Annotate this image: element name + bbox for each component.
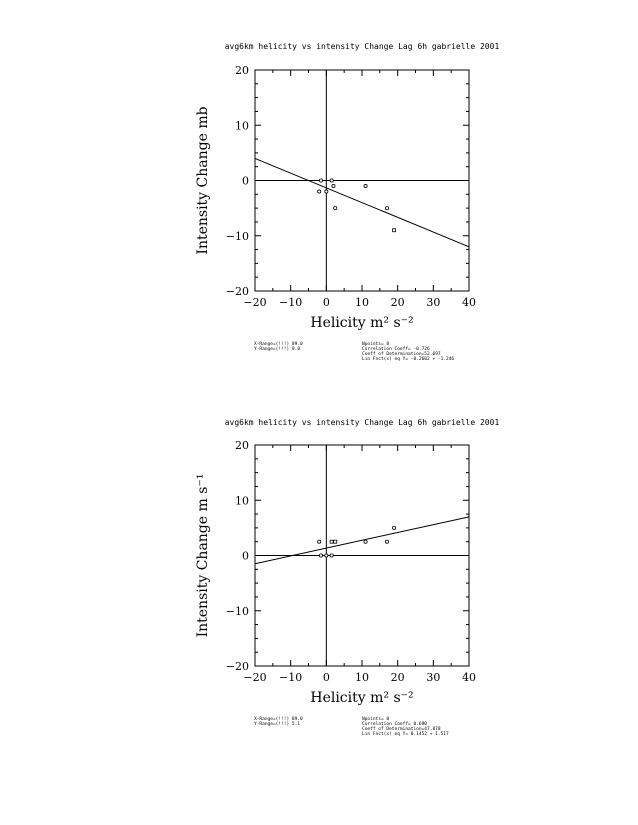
x-tick-label: 0: [322, 671, 330, 684]
x-tick-label: −10: [279, 671, 303, 684]
stat-line: Npoints= 8: [362, 717, 390, 722]
y-tick-label: 10: [235, 119, 249, 133]
x-tick-label: 20: [390, 671, 405, 684]
y-tick-label: 20: [235, 64, 249, 77]
data-point: [325, 190, 328, 193]
x-tick-label: 20: [390, 296, 405, 309]
data-point: [385, 207, 388, 210]
stat-line: Coeff of Determination=47.878: [362, 727, 441, 732]
stat-line: Correlation Coeff= 0.690: [362, 722, 428, 727]
y-tick-label: 20: [235, 439, 249, 452]
data-point: [364, 540, 367, 543]
data-point: [334, 540, 337, 543]
x-axis-label: Helicity m² s⁻²: [310, 315, 414, 331]
x-tick-label: 10: [355, 296, 369, 309]
chart-1-title: avg6km helicity vs intensity Change Lag 6h gabrielle 2001: [224, 42, 500, 51]
stat-line: Y-Range=(!!!) 9.0: [254, 347, 301, 352]
data-point: [318, 540, 321, 543]
chart-1-stats-left: [254, 342, 303, 352]
data-point: [334, 207, 337, 210]
data-point: [332, 184, 335, 187]
chart-1-stats-right: [362, 342, 454, 362]
x-tick-label: −10: [279, 296, 303, 309]
x-tick-label: 40: [462, 296, 476, 309]
y-tick-label: −20: [225, 660, 249, 673]
x-tick-label: 40: [462, 671, 476, 684]
regression-line: [255, 158, 469, 246]
chart-2: [0, 400, 638, 800]
data-point: [319, 554, 322, 557]
data-point: [319, 179, 322, 182]
stat-line: Y-Range=(!!!) 5.1: [254, 722, 301, 727]
stat-line: X-Range=(!!!) 89.0: [254, 342, 303, 347]
chart-2-stats-right: [362, 717, 449, 737]
stat-line: Npoints= 8: [362, 342, 390, 347]
y-tick-label: 0: [242, 549, 249, 563]
x-tick-label: 0: [322, 296, 330, 309]
chart-2-plot: [0, 400, 638, 800]
data-point: [318, 190, 321, 193]
y-axis-label: Intensity Change m s⁻¹: [195, 473, 211, 638]
stat-line: X-Range=(!!!) 89.0: [254, 717, 303, 722]
stat-line: Correlation Coeff= -0.726: [362, 347, 430, 352]
x-tick-label: −20: [243, 296, 267, 309]
y-tick-label: −10: [225, 604, 249, 618]
x-tick-label: 10: [355, 671, 369, 684]
stat-line: Coeff of Determination=52.697: [362, 352, 441, 357]
data-point: [330, 540, 333, 543]
y-tick-label: 0: [242, 174, 249, 188]
data-point: [325, 554, 328, 557]
stat-line: Lin Fnct(x) eq Y= -0.2602 + -1.246: [362, 357, 455, 362]
y-axis-label: Intensity Change mb: [195, 106, 211, 255]
chart-2-title: avg6km helicity vs intensity Change Lag 6h gabrielle 2001: [224, 418, 500, 427]
data-point: [385, 540, 388, 543]
data-point: [330, 554, 333, 557]
x-axis-label: Helicity m² s⁻²: [310, 690, 414, 706]
regression-line: [255, 517, 469, 564]
chart-1: [0, 0, 638, 400]
chart-2-stats-left: [254, 717, 303, 727]
y-tick-label: −20: [225, 285, 249, 298]
x-tick-label: 30: [426, 671, 441, 684]
y-tick-label: 10: [235, 494, 249, 508]
x-tick-label: 30: [426, 296, 441, 309]
data-point: [393, 229, 396, 232]
data-point: [393, 526, 396, 529]
data-point: [364, 184, 367, 187]
stat-line: Lin Fnct(x) eq Y= 0.1452 + 1.517: [362, 732, 449, 737]
data-point: [330, 179, 333, 182]
x-tick-label: −20: [243, 671, 267, 684]
chart-1-plot: [0, 0, 638, 400]
y-tick-label: −10: [225, 229, 249, 243]
